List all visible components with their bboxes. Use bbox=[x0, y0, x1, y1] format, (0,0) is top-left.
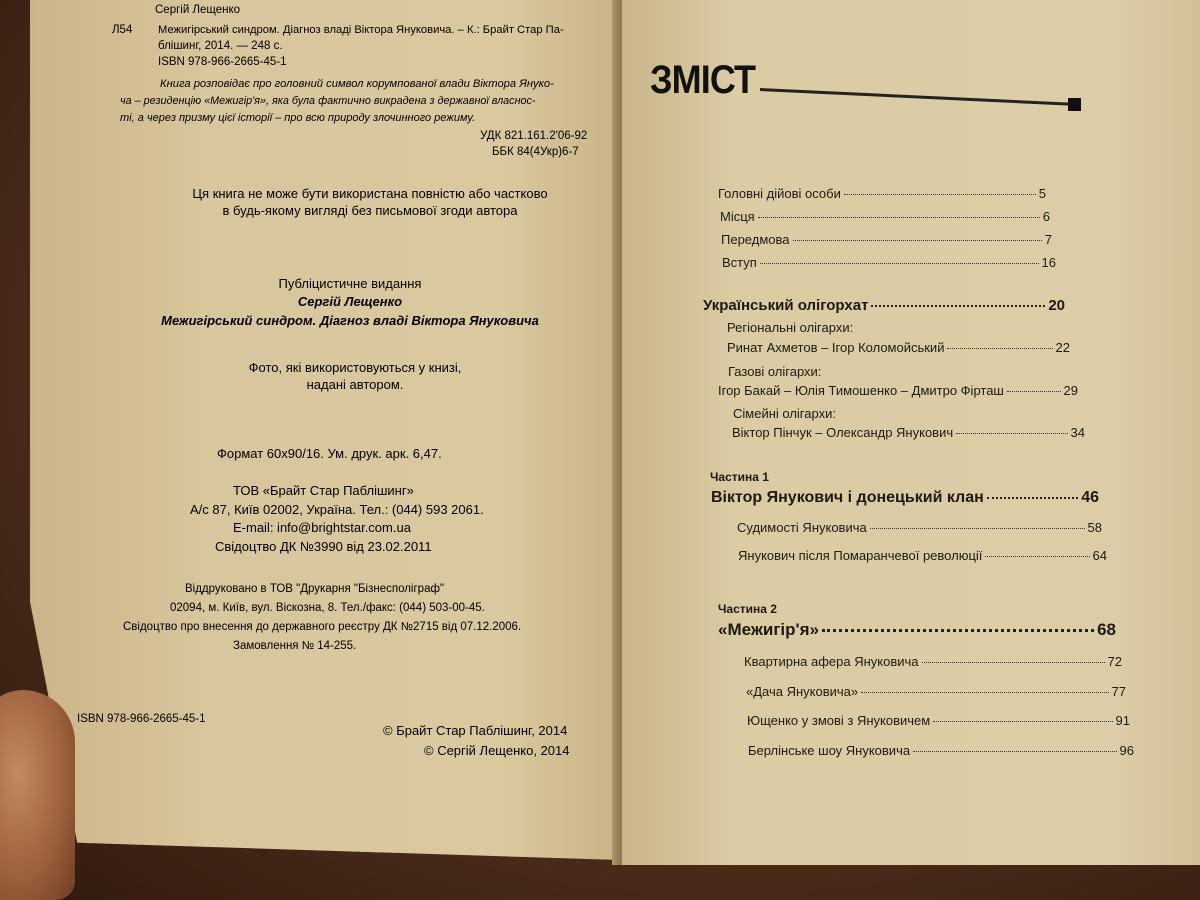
toc-entry bbox=[721, 232, 1052, 247]
toc-leader bbox=[947, 348, 1052, 349]
toc-leader bbox=[844, 194, 1036, 195]
toc-entry-page: 64 bbox=[1092, 548, 1107, 563]
biblio-line-2: блішинг, 2014. — 248 с. bbox=[158, 40, 283, 52]
toc-entry-label: Передмова bbox=[721, 232, 790, 247]
publisher-name: ТОВ «Брайт Стар Паблішинг» bbox=[233, 483, 414, 498]
toc-entry-page: 96 bbox=[1119, 743, 1134, 758]
toc-leader bbox=[822, 629, 1094, 632]
printer-line-1: Віддруковано в ТОВ "Друкарня "Бізнесполіграф" bbox=[185, 583, 445, 595]
toc-entry-label: Ющенко у змові з Януковичем bbox=[747, 713, 931, 728]
toc-entry bbox=[744, 654, 1122, 669]
edition-type: Публіцистичне видання bbox=[278, 276, 422, 291]
toc-entry-page: 29 bbox=[1063, 383, 1078, 398]
toc-entry bbox=[747, 713, 1130, 728]
annotation-line-1: Книга розповідає про головний символ корумпованої влади Віктора Януко- bbox=[160, 78, 554, 90]
toc-entry-label: «Дача Януковича» bbox=[746, 684, 859, 699]
toc-entry-page: 7 bbox=[1044, 232, 1052, 247]
toc-leader bbox=[933, 721, 1112, 722]
photos-line-2: надані автором. bbox=[306, 377, 404, 392]
toc-leader bbox=[987, 497, 1078, 499]
rights-line-1: Ця книга не може бути використана повністю або частково bbox=[192, 186, 548, 201]
rights-line-2: в будь-якому вигляді без письмової згоди автора bbox=[222, 203, 518, 218]
toc-entry bbox=[732, 425, 1085, 440]
annotation-line-2: ча – резиденцію «Межигір'я», яка була фактично викрадена з державної власнос- bbox=[120, 95, 536, 107]
toc-leader bbox=[760, 263, 1039, 264]
toc-leader bbox=[922, 662, 1105, 663]
catalog-code: Л54 bbox=[112, 24, 133, 36]
toc-leader bbox=[1007, 391, 1061, 392]
heading-square-marker bbox=[1068, 98, 1081, 111]
toc-entry bbox=[718, 186, 1046, 201]
toc-entry bbox=[738, 548, 1107, 563]
isbn-bottom: ISBN 978-966-2665-45-1 bbox=[77, 713, 206, 725]
toc-section bbox=[703, 297, 1065, 314]
publisher-address: А/с 87, Київ 02002, Україна. Тел.: (044) 593 2061. bbox=[190, 502, 484, 517]
format-line: Формат 60x90/16. Ум. друк. арк. 6,47. bbox=[217, 446, 442, 461]
toc-entry bbox=[727, 340, 1070, 355]
toc-entry-label: Вступ bbox=[722, 255, 757, 270]
toc-entry-label: Берлінське шоу Януковича bbox=[748, 743, 911, 758]
toc-leader bbox=[913, 751, 1116, 752]
toc-group-heading: Сімейні олігархи: bbox=[733, 406, 836, 421]
isbn-top: ISBN 978-966-2665-45-1 bbox=[158, 56, 287, 68]
toc-leader bbox=[861, 692, 1108, 693]
toc-entry-label: Головні дійові особи bbox=[718, 186, 841, 201]
author-bold: Сергій Лещенко bbox=[297, 294, 403, 309]
printer-line-2: 02094, м. Київ, вул. Віскозна, 8. Тел./факс: (044) 503-00-45. bbox=[170, 602, 485, 614]
toc-group-heading: Регіональні олігархи: bbox=[727, 320, 854, 335]
toc-entry-label: Янукович після Помаранчевої революції bbox=[738, 548, 983, 563]
toc-section-label: Український олігорхат bbox=[703, 297, 869, 314]
publisher-email: E-mail: info@brightstar.com.ua bbox=[233, 520, 411, 535]
toc-section-page: 20 bbox=[1048, 297, 1065, 314]
photos-line-1: Фото, які використовуються у книзі, bbox=[248, 360, 462, 375]
contents-heading: ЗМІСТ bbox=[650, 58, 756, 102]
toc-entry-page: 58 bbox=[1087, 520, 1102, 535]
toc-entry-label: Квартирна афера Януковича bbox=[744, 654, 919, 669]
toc-part-title bbox=[711, 489, 1099, 507]
toc-leader bbox=[956, 433, 1067, 434]
toc-part-title bbox=[718, 620, 1116, 640]
toc-entry bbox=[746, 684, 1126, 699]
toc-entry-label: Ринат Ахметов – Ігор Коломойський bbox=[727, 340, 945, 355]
toc-entry-page: 72 bbox=[1107, 654, 1122, 669]
toc-leader bbox=[793, 240, 1042, 241]
toc-part-title-page: 46 bbox=[1081, 489, 1099, 506]
toc-entry-page: 34 bbox=[1070, 425, 1085, 440]
bbk-code: ББК 84(4Укр)6-7 bbox=[492, 146, 579, 158]
toc-leader bbox=[870, 528, 1085, 529]
thumb bbox=[0, 690, 75, 900]
toc-entry-page: 77 bbox=[1111, 684, 1126, 699]
toc-group-heading: Газові олігархи: bbox=[728, 364, 822, 379]
toc-entry bbox=[718, 383, 1078, 398]
toc-part-title-label: Віктор Янукович і донецький клан bbox=[711, 489, 984, 506]
copyright-author: © Сергій Лещенко, 2014 bbox=[424, 743, 570, 758]
toc-entry-label: Ігор Бакай – Юлія Тимошенко – Дмитро Фірташ bbox=[718, 383, 1004, 398]
udk-code: УДК 821.161.2'06-92 bbox=[480, 130, 588, 142]
toc-entry bbox=[737, 520, 1102, 535]
toc-leader bbox=[985, 556, 1089, 557]
toc-leader bbox=[871, 305, 1045, 307]
toc-entry bbox=[722, 255, 1056, 270]
toc-entry bbox=[720, 209, 1050, 224]
toc-leader bbox=[758, 217, 1040, 218]
annotation-line-3: ті, а через призму цієї історії – про всю природу злочинного режиму. bbox=[120, 112, 476, 124]
part-1-label: Частина 1 bbox=[710, 470, 769, 484]
printer-line-3: Свідоцтво про внесення до державного реєстру ДК №2715 від 07.12.2006. bbox=[123, 621, 522, 633]
title-bold: Межигірський синдром. Діагноз владі Віктора Януковича bbox=[161, 313, 539, 328]
order-number: Замовлення № 14-255. bbox=[233, 640, 357, 652]
toc-entry-page: 91 bbox=[1115, 713, 1130, 728]
toc-part-title-page: 68 bbox=[1097, 620, 1116, 639]
copyright-publisher: © Брайт Стар Паблішинг, 2014 bbox=[383, 723, 568, 738]
toc-entry-page: 22 bbox=[1055, 340, 1070, 355]
toc-entry bbox=[748, 743, 1134, 758]
toc-entry-page: 5 bbox=[1038, 186, 1046, 201]
toc-part-title-label: «Межигір'я» bbox=[718, 620, 819, 639]
toc-entry-page: 16 bbox=[1041, 255, 1056, 270]
author-line: Сергій Лещенко bbox=[155, 4, 241, 16]
toc-entry-page: 6 bbox=[1042, 209, 1050, 224]
toc-entry-label: Судимості Януковича bbox=[737, 520, 867, 535]
part-2-label: Частина 2 bbox=[718, 602, 777, 616]
publisher-certificate: Свідоцтво ДК №3990 від 23.02.2011 bbox=[215, 539, 432, 554]
toc-entry-label: Місця bbox=[720, 209, 755, 224]
biblio-line-1: Межигірський синдром. Діагноз владі Віктора Януковича. – К.: Брайт Стар Па- bbox=[158, 24, 564, 36]
toc-entry-label: Віктор Пінчук – Олександр Янукович bbox=[732, 425, 954, 440]
